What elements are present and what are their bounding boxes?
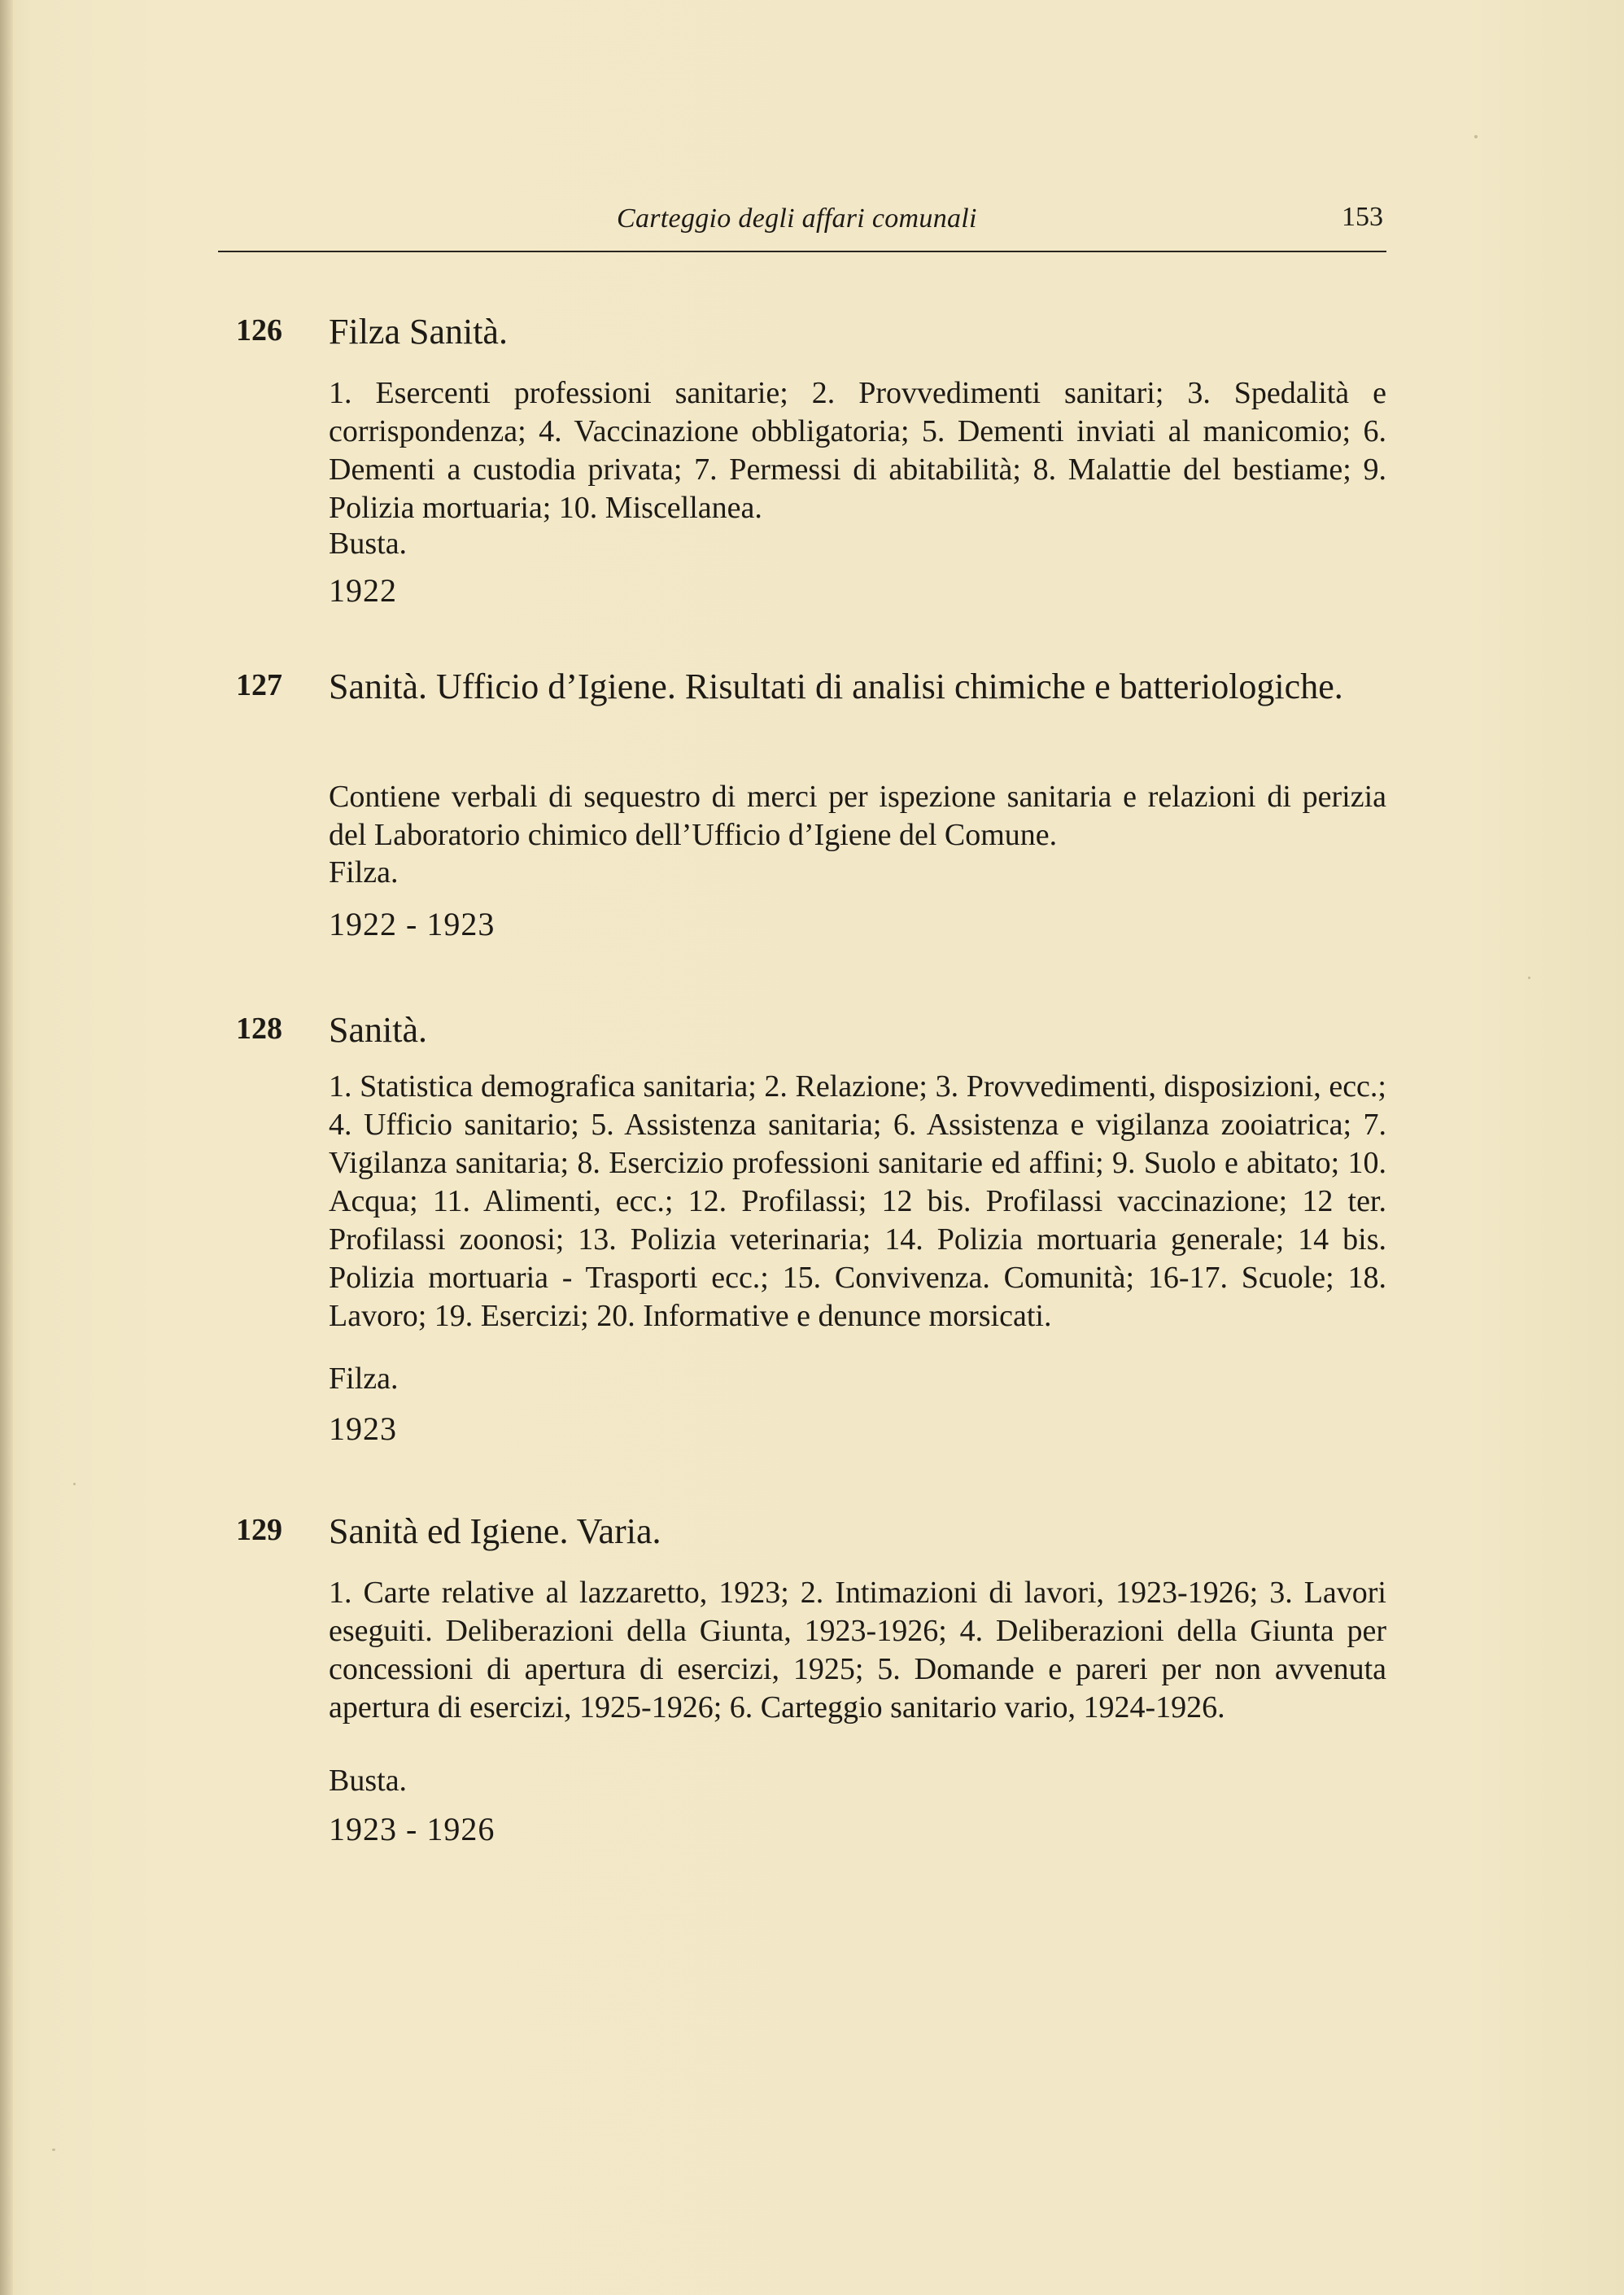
page-binding-edge [0,0,13,2295]
paper-speck [1528,977,1530,979]
entry-number: 128 [236,1012,282,1046]
paper-speck [73,1483,76,1485]
page-header [218,202,1386,252]
entry-description: Contiene verbali di sequestro di merci per ispezione sanitaria e relazioni di perizia del Laboratorio chimico dell’Ufficio d’Igiene del Comune. [329,780,1386,852]
entry-title: Filza Sanità. [329,312,508,352]
entry-description: 1. Statistica demografica sanitaria; 2. Relazione; 3. Provvedimenti, disposizioni, ecc.; 4. Ufficio sanitario; 5. Assistenza sanitaria; 6. Assistenza e vigilanza zooiatrica; 7. Vigilanza sanitaria; 8. Esercizio professioni sanitarie ed affini; 9. Suolo e abitato; 10. Acqua; 11. Alimenti, ecc.; 12. Profilassi; 12 bis. Profilassi vaccinazione; 12 ter. Profilassi zoonosi; 13. Polizia veterinaria; 14. Polizia mortuaria generale; 14 bis. Polizia mortuaria - Trasporti ecc.; 15. Convivenza. Comunità; 16-17. Scuole; 18. Lavoro; 19. Esercizi; 20. Informative e denunce morsicati. [329,1069,1386,1333]
paper-speck [1474,135,1478,138]
entry-description: 1. Carte relative al lazzaretto, 1923; 2. Intimazioni di lavori, 1923-1926; 3. Lavori eseguiti. Deliberazioni della Giunta, 1923-1926; 4. Deliberazioni della Giunta per concessioni di apertura di esercizi, 1925; 5. Domande e pareri per non avvenuta apertura di esercizi, 1925-1926; 6. Carteggio sanitario vario, 1924-1926. [329,1576,1386,1725]
entry-date: 1922 - 1923 [329,906,495,942]
page-number: 153 [1342,202,1383,232]
entry-type: Busta. [329,1764,408,1798]
entry-number: 127 [236,668,282,702]
entry-number: 129 [236,1513,282,1547]
paper-speck [52,2149,55,2151]
entry-type: Filza. [329,855,399,890]
entry-title: Sanità. Ufficio d’Igiene. Risultati di analisi chimiche e batteriologiche. [329,667,1343,706]
running-title: Carteggio degli affari comunali [617,203,977,234]
entry-title: Sanità ed Igiene. Varia. [329,1511,661,1551]
entry-type: Busta. [329,527,408,561]
entry-date: 1923 [329,1410,397,1447]
entry-title: Sanità. [329,1010,427,1050]
entry-description: 1. Esercenti professioni sanitarie; 2. Provvedimenti sanitari; 3. Spedalità e corrispondenza; 4. Vaccinazione obbligatoria; 5. Dementi inviati al manicomio; 6. Dementi a custodia privata; 7. Permessi di abitabilità; 8. Malattie del bestiame; 9. Polizia mortuaria; 10. Miscellanea. [329,376,1386,525]
entry-date: 1922 [329,572,397,609]
entry-date: 1923 - 1926 [329,1811,495,1847]
entry-type: Filza. [329,1362,399,1396]
entry-number: 126 [236,313,282,348]
